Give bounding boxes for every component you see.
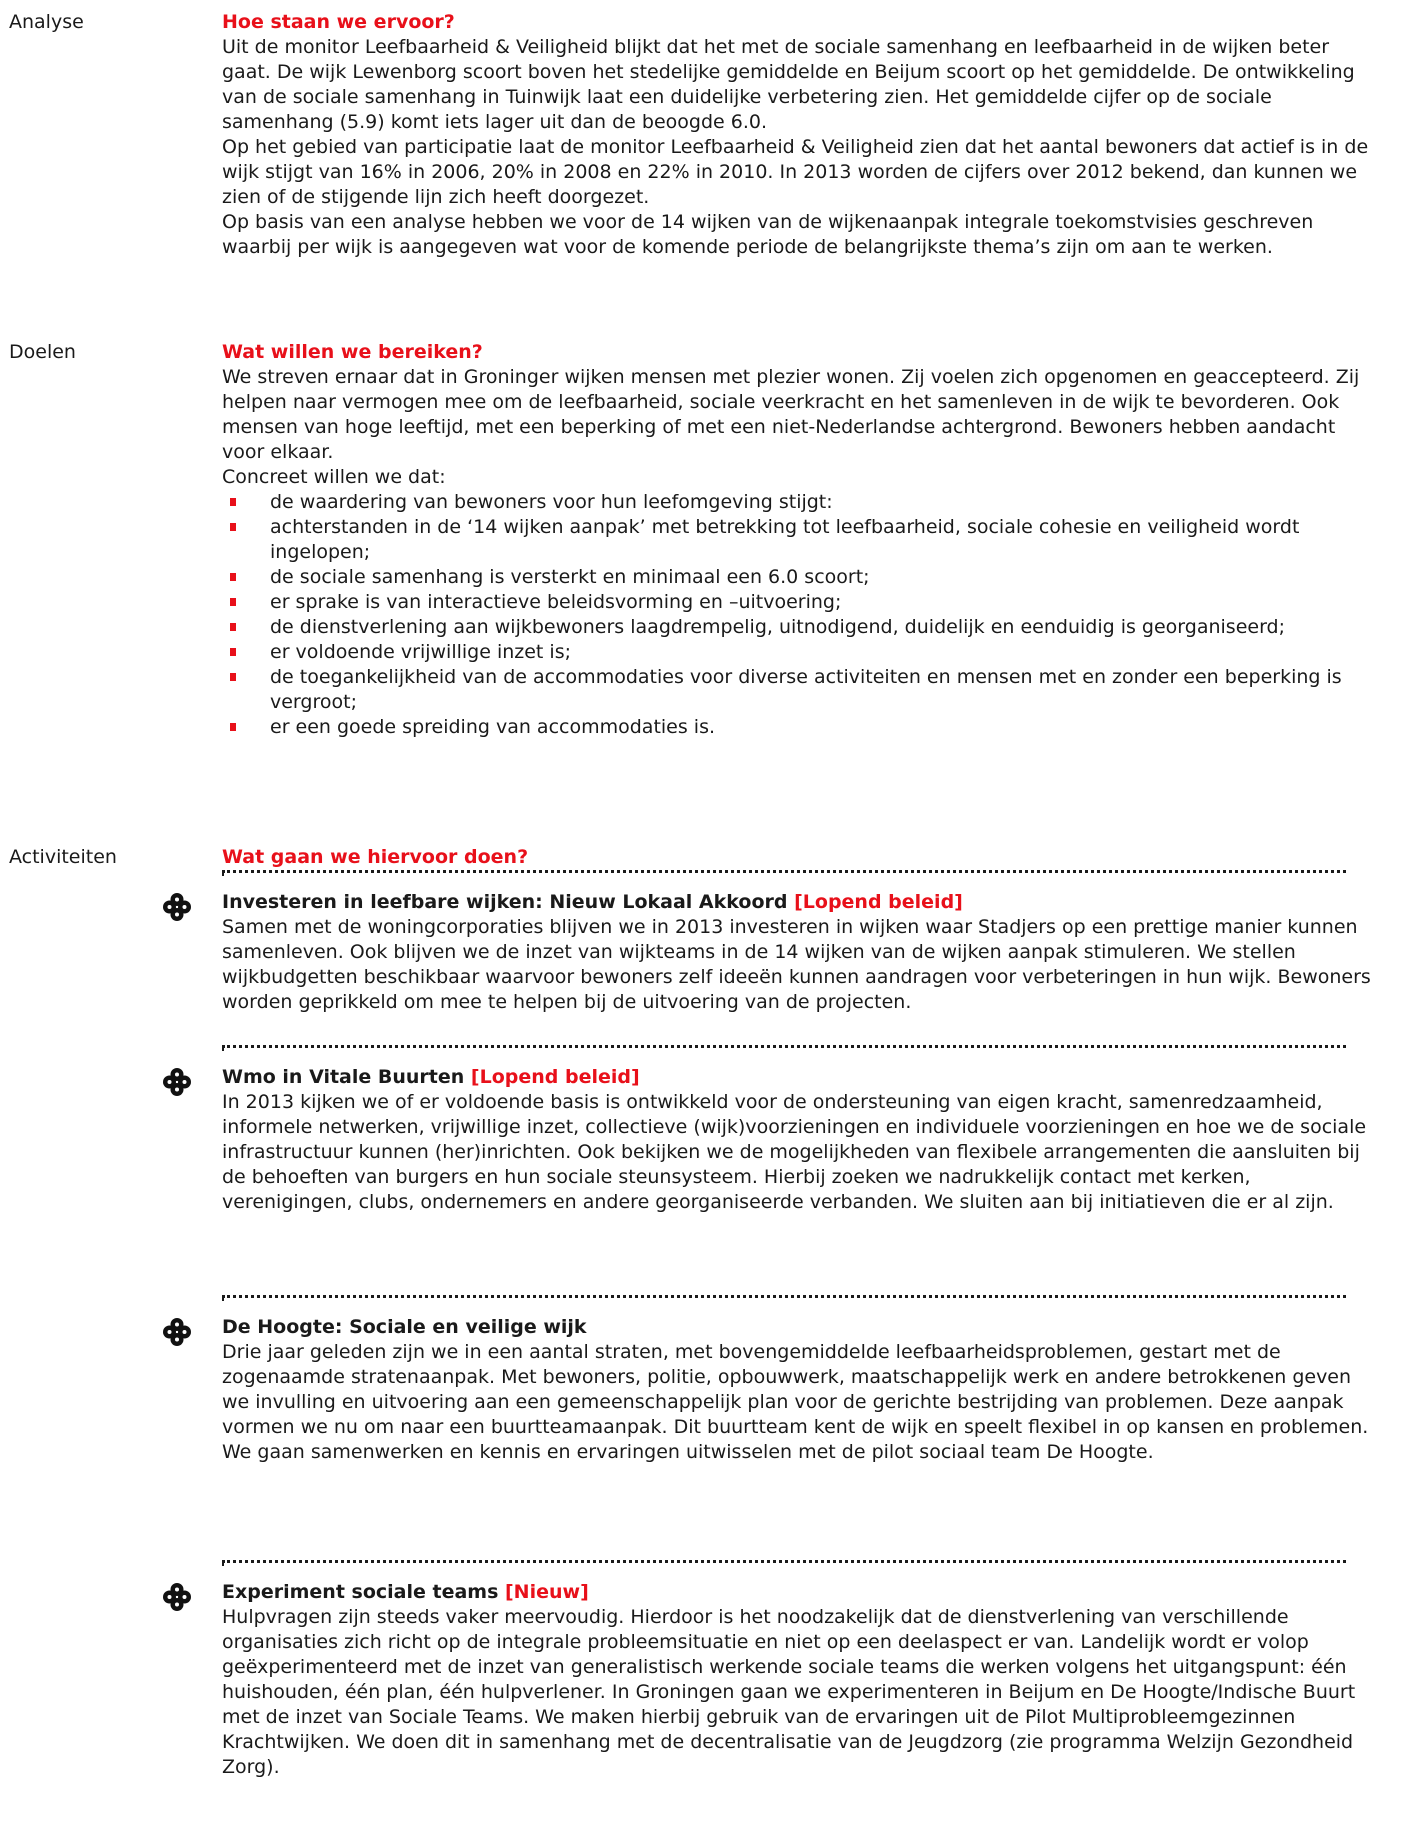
- activity-title: De Hoogte: Sociale en veilige wijk: [222, 1316, 587, 1338]
- analyse-paragraph: Uit de monitor Leefbaarheid & Veiligheid blijkt dat het met de sociale samenhang en leefbaarheid in de wijken beter gaat. De wijk Lewenborg scoort boven het stedelijke gemiddelde en Beijum scoort op het gemiddelde. De ontwikkeling van de sociale samenhang in Tuinwijk laat een duidelijke verbetering zien. Het gemiddelde cijfer op de sociale samenhang (5.9) komt iets lager uit dan de beoogde 6.0.: [222, 36, 1355, 133]
- divider: [222, 1560, 1346, 1563]
- doelen-content: [222, 340, 1372, 740]
- doelen-intro: We streven ernaar dat in Groninger wijken mensen met plezier wonen. Zij voelen zich opgenomen en geaccepteerd. Zij helpen naar vermogen mee om de leefbaarheid, sociale veerkracht en het samenleven in de wijk te bevorderen. Ook mensen van hoge leeftijd, met een beperking of met een niet-Nederlandse achtergrond. Bewoners hebben aandacht voor elkaar.: [222, 366, 1360, 463]
- doelen-bullet-list: [222, 490, 1372, 740]
- activiteiten-content: [222, 845, 1372, 1840]
- activity-title-line: [222, 1580, 1372, 1605]
- bullet-square-icon: [230, 498, 236, 506]
- list-item: [222, 665, 1372, 715]
- divider: [222, 1045, 1346, 1048]
- bullet-square-icon: [230, 723, 236, 731]
- quatrefoil-icon: [162, 1582, 192, 1612]
- section-label-analyse: Analyse: [9, 11, 84, 33]
- activity-status-tag: [Lopend beleid]: [470, 1066, 640, 1088]
- analyse-paragraph: Op basis van een analyse hebben we voor de 14 wijken van de wijkenaanpak integrale toekomstvisies geschreven waarbij per wijk is aangegeven wat voor de komende periode de belangrijkste thema’s zijn om aan te werken.: [222, 211, 1314, 258]
- bullet-square-icon: [230, 673, 236, 681]
- divider: [222, 1295, 1346, 1298]
- divider: [222, 870, 1346, 873]
- list-item: [222, 715, 1372, 740]
- analyse-content: [222, 10, 1372, 260]
- quatrefoil-icon: [162, 1317, 192, 1347]
- list-item-text: de toegankelijkheid van de accommodaties voor diverse activiteiten en mensen met en zonder een beperking is vergroot;: [270, 666, 1342, 713]
- bullet-square-icon: [230, 523, 236, 531]
- activity-body: In 2013 kijken we of er voldoende basis is ontwikkeld voor de ondersteuning van eigen kracht, samenredzaamheid, informele netwerken, vrijwillige inzet, collectieve (wijk)voorzieningen en individuele voorzieningen en hoe we de sociale infrastructuur kunnen (her)inrichten. Ook bekijken we de mogelijkheden van flexibele arrangementen die aansluiten bij de behoeften van burgers en hun sociale steunsysteem. Hierbij zoeken we nadrukkelijk contact met kerken, verenigingen, clubs, ondernemers en andere georganiseerde verbanden. We sluiten aan bij initiatieven die er al zijn.: [222, 1091, 1367, 1213]
- activity-status-tag: [Lopend beleid]: [794, 891, 963, 913]
- activity-body: Hulpvragen zijn steeds vaker meervoudig. Hierdoor is het noodzakelijk dat de dienstverlening van verschillende organisaties zich richt op de integrale probleemsituatie en niet op een deelaspect er van. Landelijk wordt er volop geëxperimenteerd met de inzet van generalistisch werkende sociale teams die werken volgens het uitgangspunt: één huishouden, één plan, één hulpverlener. In Groningen gaan we experimenteren in Beijum en De Hoogte/Indische Buurt met de inzet van Sociale Teams. We maken hierbij gebruik van de ervaringen uit de Pilot Multiprobleemgezinnen Krachtwijken. We doen dit in samenhang met de decentralisatie van de Jeugdzorg (zie programma Welzijn Gezondheid Zorg).: [222, 1606, 1356, 1778]
- activity-title-line: [222, 1315, 1372, 1340]
- bullet-square-icon: [230, 623, 236, 631]
- activity-item: [222, 1065, 1372, 1215]
- quatrefoil-icon: [162, 892, 192, 922]
- activity-item: [222, 1315, 1372, 1465]
- list-item-text: achterstanden in de ‘14 wijken aanpak’ met betrekking tot leefbaarheid, sociale cohesie en veiligheid wordt ingelopen;: [270, 516, 1300, 563]
- bullet-square-icon: [230, 648, 236, 656]
- activity-item: [222, 890, 1372, 1015]
- activity-title: Investeren in leefbare wijken: Nieuw Lokaal Akkoord: [222, 891, 795, 913]
- list-item: [222, 515, 1372, 565]
- activity-body: Samen met de woningcorporaties blijven we in 2013 investeren in wijken waar Stadjers op een prettige manier kunnen samenleven. Ook blijven we de inzet van wijkteams in de 14 wijken van de wijken aanpak stimuleren. We stellen wijkbudgetten beschikbaar waarvoor bewoners zelf ideeën kunnen aandragen voor verbeteringen in hun wijk. Bewoners worden geprikkeld om mee te helpen bij de uitvoering van de projecten.: [222, 916, 1371, 1013]
- list-item-text: de waardering van bewoners voor hun leefomgeving stijgt:: [270, 491, 833, 513]
- activiteiten-heading: Wat gaan we hiervoor doen?: [222, 846, 529, 868]
- bullet-square-icon: [230, 573, 236, 581]
- doelen-heading: Wat willen we bereiken?: [222, 341, 483, 363]
- analyse-paragraph: Op het gebied van participatie laat de monitor Leefbaarheid & Veiligheid zien dat het aantal bewoners dat actief is in de wijk stijgt van 16% in 2006, 20% in 2008 en 22% in 2010. In 2013 worden de cijfers over 2012 bekend, dan kunnen we zien of de stijgende lijn zich heeft doorgezet.: [222, 136, 1369, 208]
- section-label-doelen: Doelen: [9, 341, 76, 363]
- quatrefoil-icon: [162, 1067, 192, 1097]
- activity-title: Experiment sociale teams: [222, 1581, 505, 1603]
- section-label-activiteiten: Activiteiten: [9, 846, 117, 868]
- bullet-square-icon: [230, 598, 236, 606]
- activity-item: [222, 1580, 1372, 1780]
- list-item-text: de dienstverlening aan wijkbewoners laagdrempelig, uitnodigend, duidelijk en eenduidig is georganiseerd;: [270, 616, 1286, 638]
- analyse-heading: Hoe staan we ervoor?: [222, 11, 455, 33]
- list-item-text: er sprake is van interactieve beleidsvorming en –uitvoering;: [270, 591, 842, 613]
- doelen-lead: Concreet willen we dat:: [222, 466, 446, 488]
- list-item: [222, 640, 1372, 665]
- activity-body: Drie jaar geleden zijn we in een aantal straten, met bovengemiddelde leefbaarheidsproblemen, gestart met de zogenaamde stratenaanpak. Met bewoners, politie, opbouwwerk, maatschappelijk werk en andere betrokkenen geven we invulling en uitvoering aan een gemeenschappelijk plan voor de gerichte bestrijding van problemen. Deze aanpak vormen we nu om naar een buurtteamaanpak. Dit buurtteam kent de wijk en speelt flexibel in op kansen en problemen. We gaan samenwerken en kennis en ervaringen uitwisselen met de pilot sociaal team De Hoogte.: [222, 1341, 1369, 1463]
- activity-title-line: [222, 1065, 1372, 1090]
- list-item: [222, 490, 1372, 515]
- list-item: [222, 615, 1372, 640]
- activity-status-tag: [Nieuw]: [505, 1581, 589, 1603]
- activity-title: Wmo in Vitale Buurten: [222, 1066, 471, 1088]
- activity-title-line: [222, 890, 1372, 915]
- list-item: [222, 565, 1372, 590]
- list-item-text: er voldoende vrijwillige inzet is;: [270, 641, 572, 663]
- list-item-text: er een goede spreiding van accommodaties is.: [270, 716, 716, 738]
- list-item-text: de sociale samenhang is versterkt en minimaal een 6.0 scoort;: [270, 566, 870, 588]
- list-item: [222, 590, 1372, 615]
